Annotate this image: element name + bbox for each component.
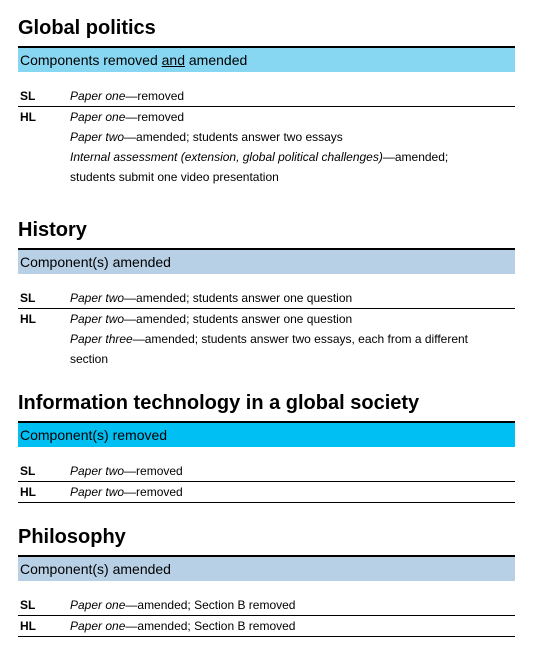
change-line bbox=[70, 147, 515, 167]
section-title: Information technology in a global society bbox=[18, 392, 420, 414]
component-name: Paper one bbox=[70, 89, 126, 103]
change-text: —amended; students answer one question bbox=[124, 291, 353, 305]
level-row-sl bbox=[18, 595, 515, 616]
section-title: Philosophy bbox=[18, 526, 126, 548]
level-label: HL bbox=[20, 619, 36, 633]
change-text: —removed bbox=[125, 89, 185, 103]
component-name: Paper two bbox=[70, 130, 125, 144]
section-title: History bbox=[18, 219, 87, 241]
change-text: —amended; students answer one question bbox=[124, 312, 353, 326]
change-line bbox=[70, 616, 515, 636]
change-text: —amended; students answer two essays, each from a different bbox=[132, 332, 469, 346]
component-name: Paper one bbox=[70, 598, 126, 612]
change-text: —removed bbox=[124, 485, 183, 499]
level-label: SL bbox=[20, 291, 36, 305]
change-line bbox=[70, 482, 515, 502]
change-line bbox=[70, 309, 515, 329]
level-rows bbox=[18, 461, 515, 503]
component-name: Paper two bbox=[70, 464, 125, 478]
change-band: Component(s) removed bbox=[18, 423, 515, 447]
band-text-after: amended bbox=[185, 52, 248, 68]
level-row-sl bbox=[18, 288, 515, 309]
component-name: Paper one bbox=[70, 619, 126, 633]
component-name: Paper two bbox=[70, 312, 125, 326]
change-text: —amended; bbox=[382, 150, 449, 164]
component-name: Paper two bbox=[70, 485, 125, 499]
component-name: Paper one bbox=[70, 110, 126, 124]
change-text: —amended; Section B removed bbox=[125, 598, 296, 612]
change-line bbox=[70, 86, 515, 106]
level-label: SL bbox=[20, 598, 36, 612]
level-label: HL bbox=[20, 110, 36, 124]
change-text: —removed bbox=[125, 110, 185, 124]
component-name: Paper two bbox=[70, 291, 125, 305]
level-rows bbox=[18, 86, 515, 187]
change-line bbox=[70, 167, 515, 187]
level-row-hl bbox=[18, 107, 515, 187]
change-line bbox=[70, 595, 515, 615]
component-name: Paper three bbox=[70, 332, 133, 346]
change-line bbox=[70, 107, 515, 127]
change-line bbox=[70, 288, 515, 308]
change-band bbox=[18, 48, 515, 72]
change-text: section bbox=[70, 352, 109, 366]
level-label: SL bbox=[20, 464, 36, 478]
section-history bbox=[18, 218, 515, 369]
level-label: HL bbox=[20, 312, 36, 326]
level-row-hl bbox=[18, 309, 515, 369]
change-text: —amended; Section B removed bbox=[125, 619, 296, 633]
level-label: SL bbox=[20, 89, 36, 103]
change-line bbox=[70, 329, 515, 349]
level-row-sl bbox=[18, 461, 515, 482]
section-philosophy bbox=[18, 525, 515, 637]
level-row-hl bbox=[18, 482, 515, 503]
section-global-politics bbox=[18, 16, 515, 187]
level-row-hl bbox=[18, 616, 515, 637]
level-row-sl bbox=[18, 86, 515, 107]
change-line bbox=[70, 349, 515, 369]
band-text-before: Components removed bbox=[20, 52, 162, 68]
change-line bbox=[70, 461, 515, 481]
component-name: Internal assessment (extension, global political challenges) bbox=[70, 150, 383, 164]
level-rows bbox=[18, 595, 515, 637]
change-text: —amended; students answer two essays bbox=[124, 130, 343, 144]
change-text: students submit one video presentation bbox=[70, 170, 279, 184]
level-label: HL bbox=[20, 485, 36, 499]
change-band: Component(s) amended bbox=[18, 557, 515, 581]
change-text: —removed bbox=[124, 464, 183, 478]
change-line bbox=[70, 127, 515, 147]
band-text-underlined: and bbox=[161, 52, 185, 68]
change-band: Component(s) amended bbox=[18, 250, 515, 274]
section-itgs bbox=[18, 391, 515, 503]
level-rows bbox=[18, 288, 515, 369]
section-title: Global politics bbox=[18, 17, 156, 39]
